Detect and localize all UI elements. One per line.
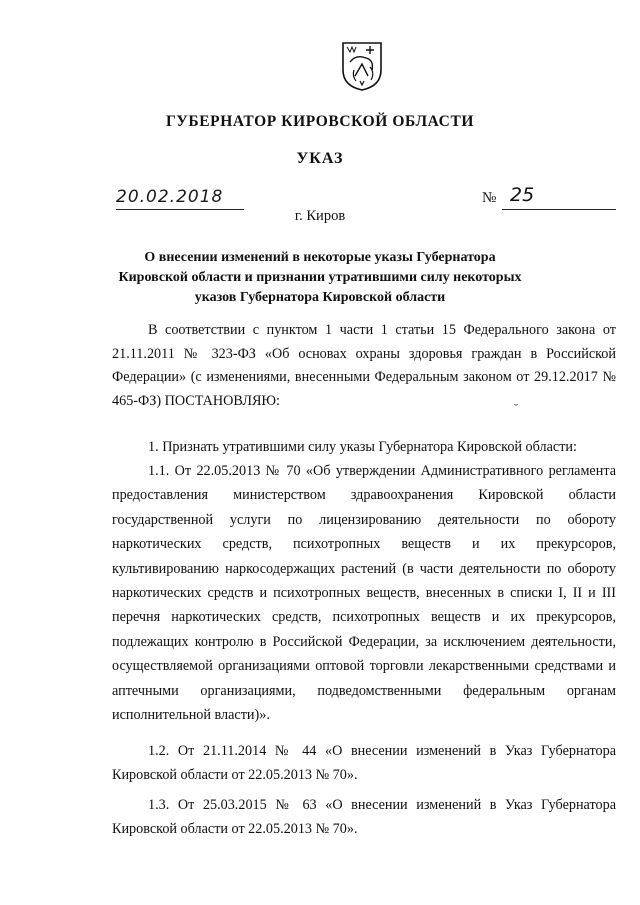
item-1-3-text: 1.3. От 25.03.2015 № 63 «О внесении изменений в Указ Губернатора Кировской области от 22.05.2013 № 70». bbox=[112, 797, 616, 837]
number-field bbox=[502, 184, 616, 210]
paragraph-intro bbox=[112, 319, 616, 413]
paragraph-item-1-1 bbox=[112, 459, 616, 727]
item-1-1-text: 1.1. От 22.05.2013 № 70 «Об утверждении Административного регламента предоставления министерством здравоохранения Кировской области государственной услуги по лицензированию деятельности по обороту наркотических средств, психотропных веществ и их прекурсоров, культивированию наркосодержащих растений (в части деятельности по обороту наркотических средств и психотропных веществ, внесенных в списки I, II и III перечня наркотических средств, психотропных веществ и их прекурсоров, подлежащих контролю в Российской Федерации, за исключением деятельности, осуществляемой организациями оптовой торговли лекарственными средствами и аптечными организациями, подведомственными федеральным органам исполнительной власти)». bbox=[112, 463, 616, 724]
number-label: № bbox=[482, 190, 497, 206]
document-title: О внесении изменений в некоторые указы Губернатора Кировской области и признании утратившими силу некоторых указов Губернатора Кировской области bbox=[118, 250, 522, 305]
document-number: 25 bbox=[510, 184, 535, 206]
paragraph-item-1-3 bbox=[112, 794, 616, 841]
item-1-text: 1. Признать утратившими силу указы Губернатора Кировской области: bbox=[148, 439, 577, 455]
document-date: 20.02.2018 bbox=[116, 187, 244, 210]
paragraph-item-1-2 bbox=[112, 740, 616, 787]
item-1-2-text: 1.2. От 21.11.2014 № 44 «О внесении изменений в Указ Губернатора Кировской области от 22.05.2013 № 70». bbox=[112, 743, 616, 783]
stray-mark: ˘ bbox=[514, 401, 518, 415]
document-type: УКАЗ bbox=[296, 150, 344, 167]
city-name: г. Киров bbox=[294, 208, 346, 224]
intro-text: В соответствии с пунктом 1 части 1 статьи 15 Федерального закона от 21.11.2011 № 323-ФЗ «Об основах охраны здоровья граждан в Российской Федерации» (с изменениями, внесенными Федеральным законом от 29.12.2017 № 465-ФЗ) ПОСТАНОВЛЯЮ: bbox=[112, 322, 616, 409]
paragraph-item-1 bbox=[112, 435, 616, 459]
organization-name: ГУБЕРНАТОР КИРОВСКОЙ ОБЛАСТИ bbox=[165, 113, 475, 130]
coat-of-arms-icon bbox=[340, 40, 384, 92]
